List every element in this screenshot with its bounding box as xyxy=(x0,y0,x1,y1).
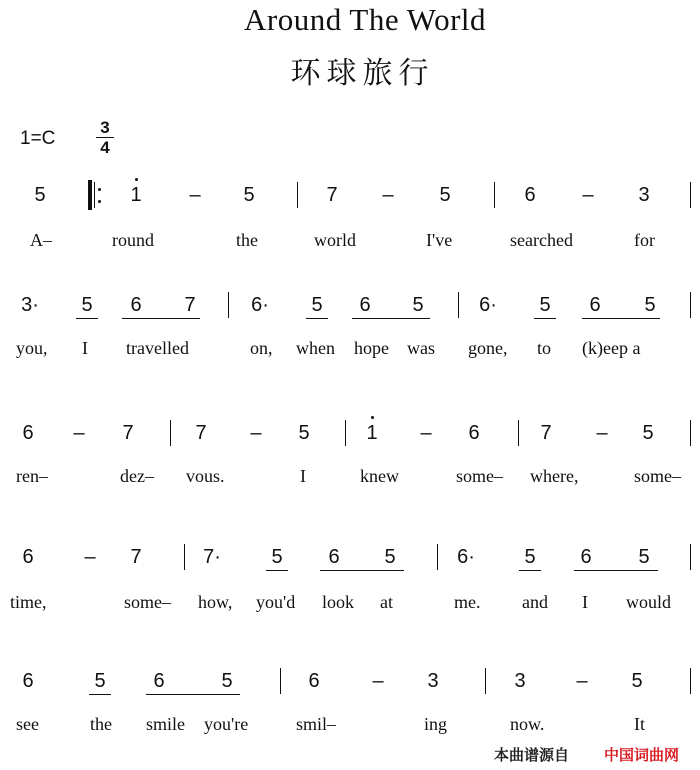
beam xyxy=(146,694,240,695)
lyric: hope xyxy=(354,338,389,358)
lyric: I xyxy=(582,592,588,612)
note: 3 xyxy=(427,670,439,692)
note: 5 xyxy=(271,546,283,568)
note: 5 xyxy=(94,670,106,692)
beam xyxy=(320,570,404,571)
note: – xyxy=(372,670,384,692)
beam xyxy=(76,318,98,319)
note: 7 xyxy=(130,546,142,568)
barline xyxy=(297,182,298,208)
lyric: the xyxy=(90,714,112,734)
note: 6 xyxy=(22,670,34,692)
note: 6 xyxy=(524,184,536,206)
note: 6 xyxy=(328,546,340,568)
lyric: to xyxy=(537,338,552,358)
note: – xyxy=(84,546,96,568)
note: 5 xyxy=(644,294,656,316)
title-chinese: 环球旅行 xyxy=(290,56,435,91)
lyric: me. xyxy=(454,592,481,612)
note: 6 xyxy=(22,422,34,444)
lyric: where, xyxy=(530,466,579,486)
lyric: you're xyxy=(204,714,249,734)
note: 5 xyxy=(298,422,310,444)
barline xyxy=(184,544,185,570)
note: 7 xyxy=(122,422,134,444)
lyric: I xyxy=(82,338,88,358)
barline xyxy=(690,292,691,318)
lyric: some– xyxy=(634,466,681,486)
lyric: time, xyxy=(10,592,47,612)
time-signature-top: 3 xyxy=(100,118,110,137)
time-signature xyxy=(96,119,114,156)
beam xyxy=(534,318,556,319)
note: – xyxy=(250,422,262,444)
lyric: knew xyxy=(360,466,399,486)
note: 5 xyxy=(34,184,46,206)
barline xyxy=(494,182,495,208)
lyric: when xyxy=(296,338,335,358)
beam xyxy=(574,570,658,571)
lyric: look xyxy=(322,592,355,612)
lyric: the xyxy=(236,230,258,250)
lyric: see xyxy=(16,714,39,734)
barline xyxy=(170,420,171,446)
time-signature-bottom: 4 xyxy=(100,138,110,157)
note: 7 xyxy=(195,422,207,444)
note: – xyxy=(420,422,432,444)
note: 5 xyxy=(412,294,424,316)
note: 6· xyxy=(457,546,475,568)
lyric: searched xyxy=(510,230,573,250)
score-system-3 xyxy=(0,418,700,508)
note: 6 xyxy=(468,422,480,444)
lyric: vous. xyxy=(186,466,225,486)
note: 3· xyxy=(21,294,39,316)
barline xyxy=(345,420,346,446)
lyric: travelled xyxy=(126,338,189,358)
lyric: some– xyxy=(124,592,171,612)
lyric: (k)eep a xyxy=(582,338,641,358)
lyric: how, xyxy=(198,592,233,612)
note: 6 xyxy=(580,546,592,568)
lyric: I've xyxy=(426,230,453,250)
lyric: gone, xyxy=(468,338,508,358)
beam xyxy=(266,570,288,571)
lyric: ing xyxy=(424,714,448,734)
note: 5 xyxy=(539,294,551,316)
barline xyxy=(485,668,486,694)
lyric: round xyxy=(112,230,154,250)
note: – xyxy=(73,422,85,444)
barline xyxy=(458,292,459,318)
lyric: on, xyxy=(250,338,273,358)
beam xyxy=(122,318,200,319)
lyric: would xyxy=(626,592,671,612)
note: 7 xyxy=(540,422,552,444)
lyric: you'd xyxy=(256,592,296,612)
note: 5 xyxy=(642,422,654,444)
title-english: Around The World xyxy=(244,2,486,37)
score-system-4 xyxy=(0,542,700,632)
barline xyxy=(518,420,519,446)
lyric: now. xyxy=(510,714,545,734)
note: 6 xyxy=(308,670,320,692)
note: – xyxy=(576,670,588,692)
note: – xyxy=(582,184,594,206)
note: 7· xyxy=(203,546,221,568)
note: 6 xyxy=(589,294,601,316)
lyric: world xyxy=(314,230,356,250)
note: 5 xyxy=(243,184,255,206)
note: 6 xyxy=(359,294,371,316)
note: 3 xyxy=(638,184,650,206)
lyric: you, xyxy=(16,338,48,358)
beam xyxy=(89,694,111,695)
key-signature: 1=C xyxy=(20,128,56,149)
beam xyxy=(306,318,328,319)
lyric: It xyxy=(634,714,645,734)
note: 5 xyxy=(311,294,323,316)
beam xyxy=(352,318,430,319)
note: 5 xyxy=(631,670,643,692)
barline xyxy=(437,544,438,570)
note: 5 xyxy=(384,546,396,568)
note: 5 xyxy=(221,670,233,692)
site-credit: 中国词曲网 xyxy=(604,747,680,764)
lyric: A– xyxy=(30,230,52,250)
note: 6· xyxy=(251,294,269,316)
beam xyxy=(582,318,660,319)
note: 1 xyxy=(124,184,148,206)
lyric: at xyxy=(380,592,393,612)
lyric: smil– xyxy=(296,714,337,734)
lyric: was xyxy=(407,338,435,358)
note: 5 xyxy=(638,546,650,568)
lyric: smile xyxy=(146,714,185,734)
note: – xyxy=(382,184,394,206)
barline xyxy=(690,420,691,446)
lyric: I xyxy=(300,466,306,486)
barline xyxy=(690,544,691,570)
note: 5 xyxy=(81,294,93,316)
note: 6· xyxy=(479,294,497,316)
score-system-1 xyxy=(0,180,700,270)
score-system-2 xyxy=(0,290,700,380)
note: 5 xyxy=(524,546,536,568)
lyric: dez– xyxy=(120,466,154,486)
note: 5 xyxy=(439,184,451,206)
source-credit: 本曲谱源自 xyxy=(494,747,570,764)
note: 6 xyxy=(153,670,165,692)
score-system-5 xyxy=(0,666,700,756)
lyric: for xyxy=(634,230,655,250)
note: 3 xyxy=(514,670,526,692)
barline xyxy=(228,292,229,318)
note: 1 xyxy=(360,422,384,444)
note: 7 xyxy=(184,294,196,316)
note: 6 xyxy=(130,294,142,316)
note: 7 xyxy=(326,184,338,206)
lyric: some– xyxy=(456,466,503,486)
note: 6 xyxy=(22,546,34,568)
beam xyxy=(519,570,541,571)
barline xyxy=(280,668,281,694)
barline xyxy=(690,668,691,694)
barline xyxy=(690,182,691,208)
note: – xyxy=(596,422,608,444)
lyric: ren– xyxy=(16,466,48,486)
lyric: and xyxy=(522,592,548,612)
note: – xyxy=(189,184,201,206)
